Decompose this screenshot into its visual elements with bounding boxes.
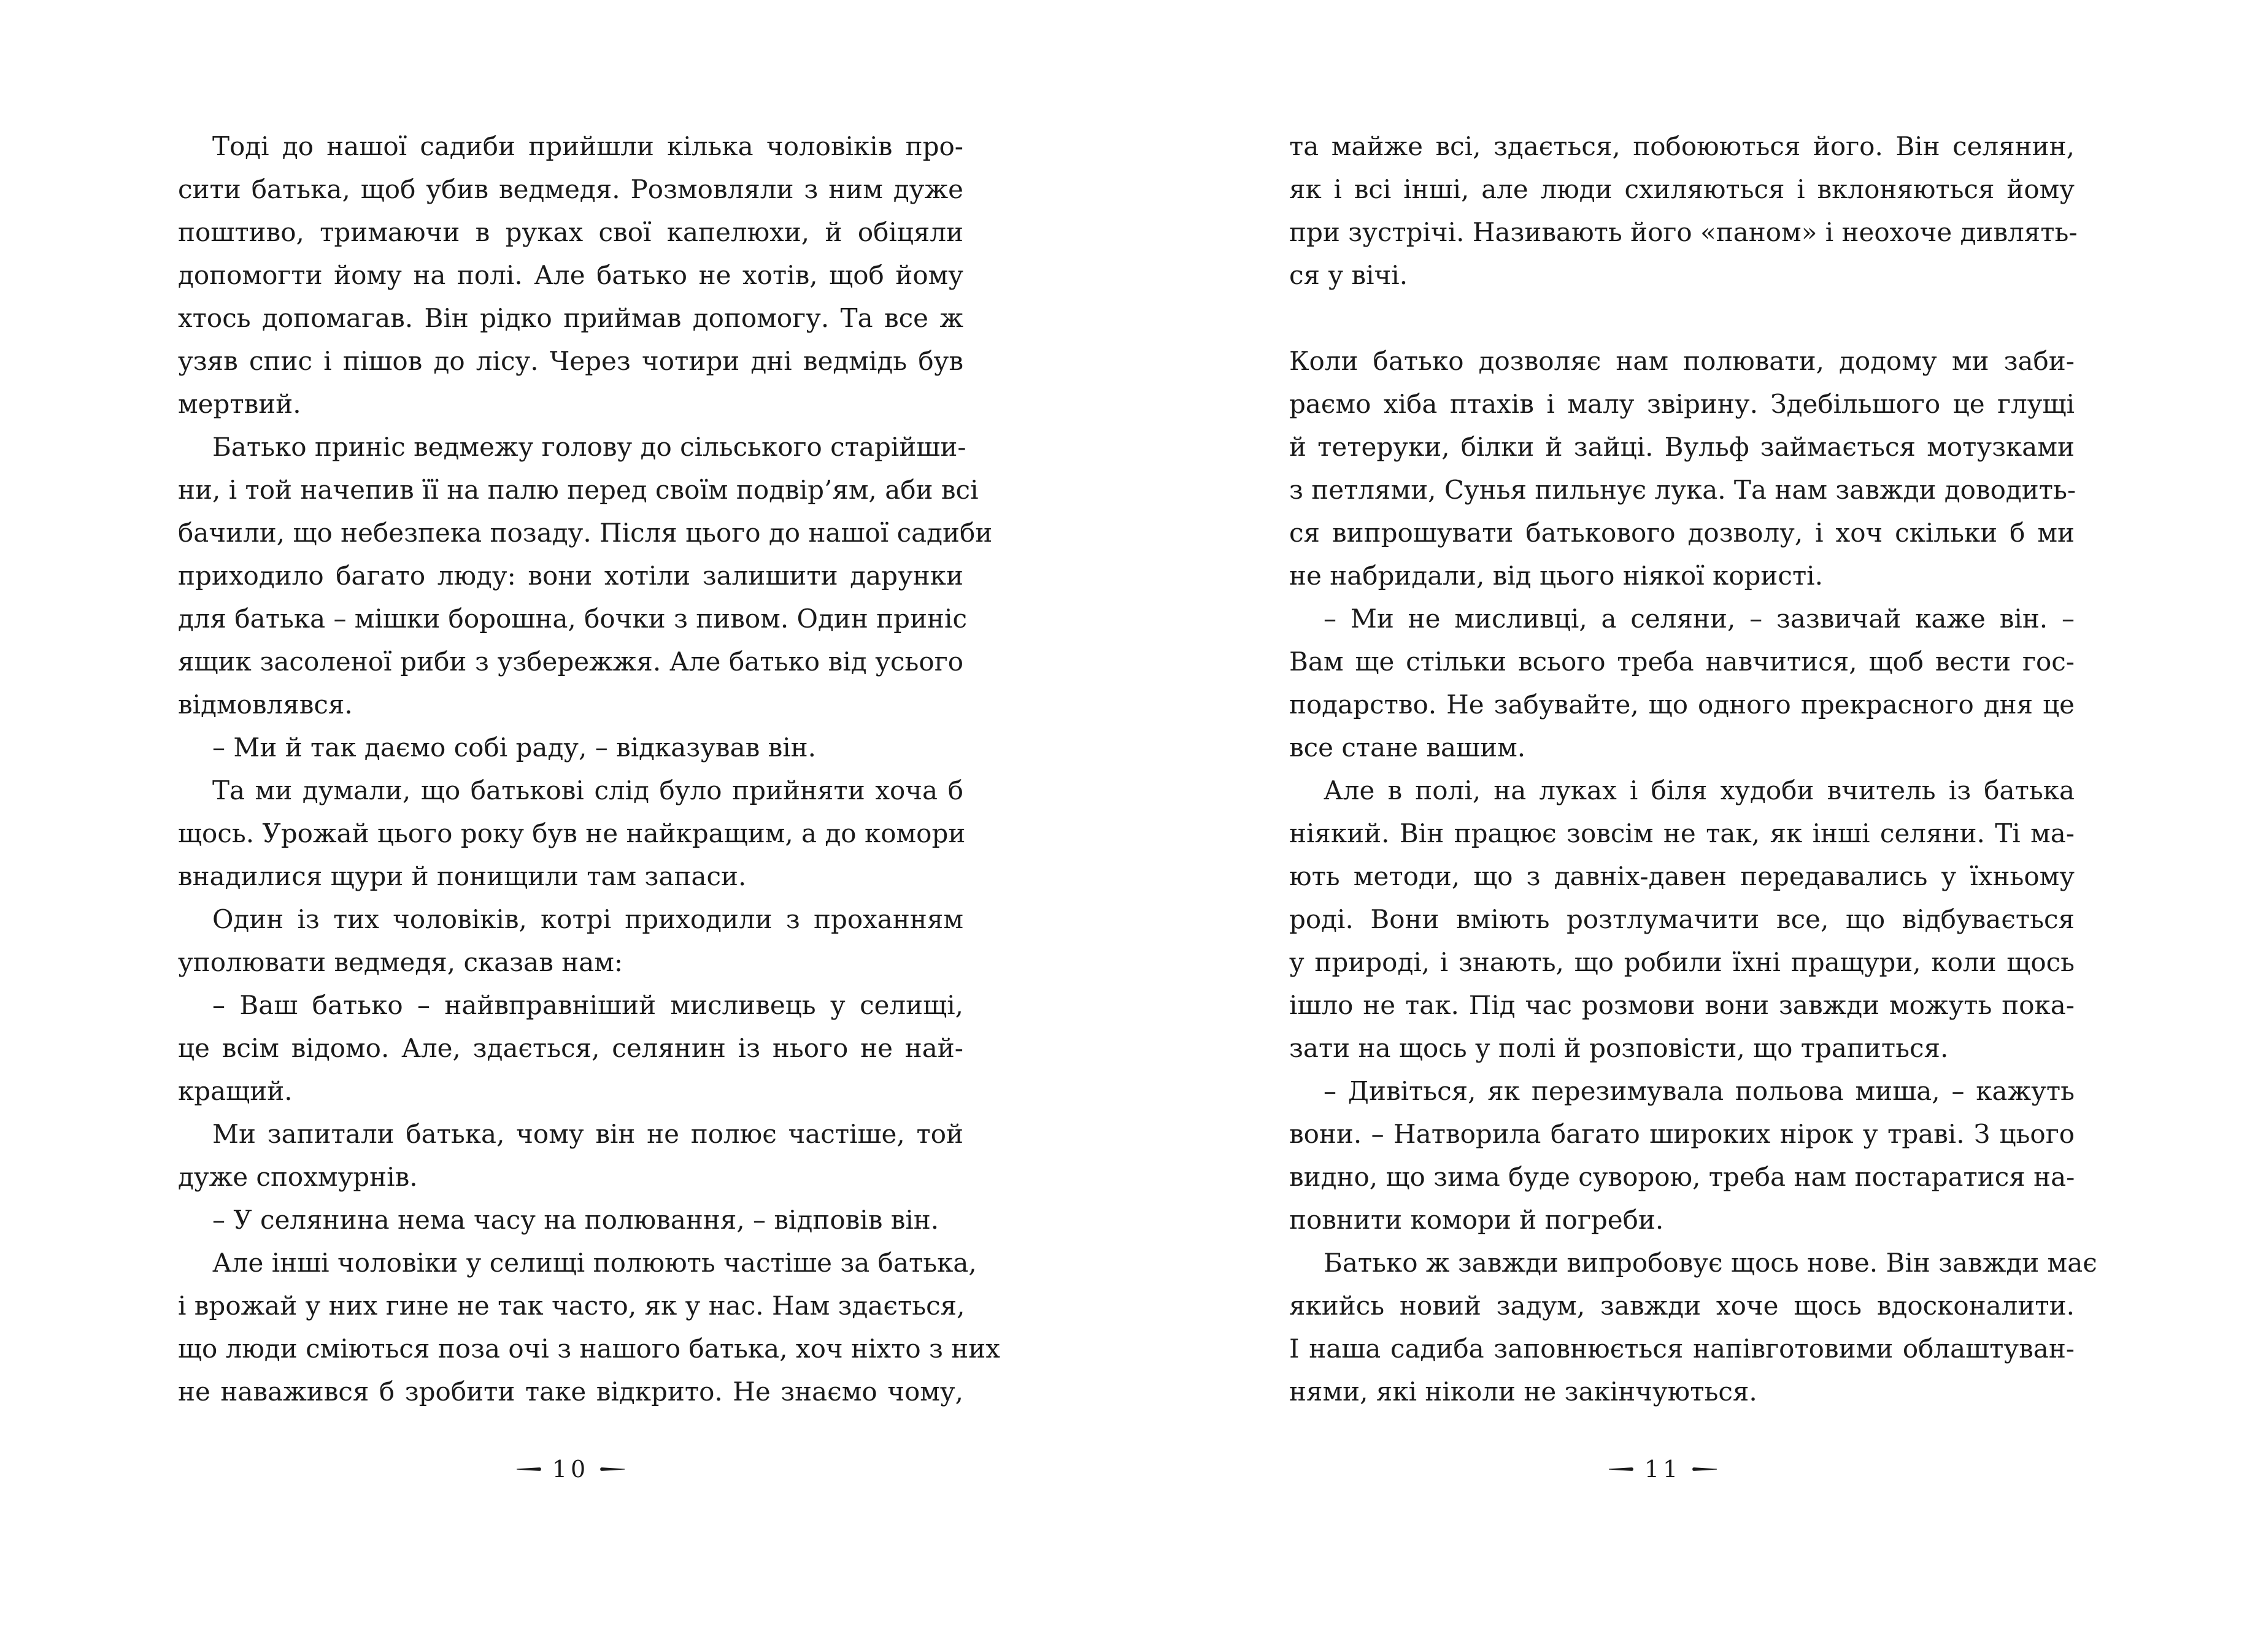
text-line: Тоді до нашої садиби прийшли кілька чоловіків про- <box>212 131 963 161</box>
text-line: це всім відомо. Але, здається, селянин із нього не най- <box>178 1033 963 1063</box>
text-line: Один із тих чоловіків, котрі приходили з проханням <box>212 904 963 934</box>
text-line: зати на щось у полі й розповісти, що трапиться. <box>1289 1033 1949 1063</box>
text-line: ішло не так. Під час розмови вони завжди можуть пока- <box>1289 990 2075 1020</box>
text-line: і врожай у них гине не так часто, як у нас. Нам здається, <box>178 1291 965 1321</box>
text-line: – Ваш батько – найвправніший мисливець у селищі, <box>212 990 963 1020</box>
page-number: 10 <box>552 1456 590 1483</box>
text-line: – Дивіться, як перезимувала польова миша, – кажуть <box>1324 1076 2075 1106</box>
folio-ornament <box>600 1467 625 1471</box>
text-line: та майже всі, здається, побоюються його. Він селянин, <box>1289 131 2075 161</box>
text-line: сити батька, щоб убив ведмедя. Розмовляли з ним дуже <box>178 174 963 204</box>
text-line: кращий. <box>178 1076 293 1106</box>
page-number-left <box>491 1448 650 1491</box>
text-line: ся у вічі. <box>1289 260 1408 290</box>
text-line: при зустрічі. Називають його «паном» і неохоче дивлять- <box>1289 217 2078 247</box>
text-line: поштиво, тримаючи в руках свої капелюхи, й обіцяли <box>178 217 963 247</box>
text-line: якийсь новий задум, завжди хоче щось вдосконалити. <box>1289 1291 2075 1321</box>
text-line: й тетеруки, білки й зайці. Вульф займається мотузками <box>1289 432 2075 462</box>
text-line: – У селянина нема часу на полювання, – відповів він. <box>212 1205 939 1235</box>
right-page <box>1124 0 2247 1652</box>
text-line: роді. Вони вміють розтлумачити все, що відбувається <box>1289 904 2075 934</box>
text-line: раємо хіба птахів і малу звірину. Здебільшого це глущі <box>1289 389 2075 419</box>
text-line: ящик засоленої риби з узбережжя. Але батько від усього <box>178 647 963 677</box>
folio-ornament <box>1692 1467 1717 1471</box>
folio-ornament <box>1609 1467 1633 1471</box>
text-line: як і всі інші, але люди схиляються і вклоняються йому <box>1289 174 2075 204</box>
text-line: для батька – мішки борошна, бочки з пивом. Один приніс <box>178 604 968 634</box>
text-line: повнити комори й погреби. <box>1289 1205 1664 1235</box>
page-number-right <box>1583 1448 1743 1491</box>
text-line: Батько приніс ведмежу голову до сільського старійши- <box>212 432 966 462</box>
text-line: допомогти йому на полі. Але батько не хотів, щоб йому <box>178 260 963 290</box>
text-line: ся випрошувати батькового дозволу, і хоч скільки б ми <box>1289 518 2075 548</box>
text-line: Коли батько дозволяє нам полювати, додому ми заби- <box>1289 346 2075 376</box>
text-line: ни, і той начепив її на палю перед своїм подвір’ям, аби всі <box>178 475 979 505</box>
text-line: – Ми не мисливці, а селяни, – зазвичай каже він. – <box>1324 604 2075 634</box>
text-line: видно, що зима буде суворою, треба нам постаратися на- <box>1289 1162 2075 1192</box>
left-page-text <box>178 125 1000 1413</box>
text-line: Та ми думали, що батькові слід було прийняти хоча б <box>212 775 963 805</box>
text-line: уполювати ведмедя, сказав нам: <box>178 947 623 977</box>
text-line: Батько ж завжди випробовує щось нове. Він завжди має <box>1324 1248 2097 1278</box>
text-line: не набридали, від цього ніякої користі. <box>1289 561 1823 591</box>
page-number: 11 <box>1644 1456 1682 1483</box>
text-line: ніякий. Він працює зовсім не так, як інші селяни. Ті ма- <box>1289 818 2075 848</box>
text-line: І наша садиба заповнюється напівготовими облаштуван- <box>1289 1334 2075 1364</box>
text-line: подарство. Не забувайте, що одного прекрасного дня це <box>1289 690 2075 720</box>
text-line: з петлями, Сунья пильнує лука. Та нам завжди доводить- <box>1289 475 2076 505</box>
right-page-text <box>1289 125 2097 1413</box>
text-line: внадилися щури й понищили там запаси. <box>178 861 747 891</box>
text-line: – Ми й так даємо собі раду, – відказував він. <box>212 732 817 763</box>
text-line: все стане вашим. <box>1289 732 1526 763</box>
text-line: щось. Урожай цього року був не найкращим, а до комори <box>178 818 966 848</box>
text-line: у природі, і знають, що робили їхні пращури, коли щось <box>1289 947 2075 977</box>
text-line: Ми запитали батька, чому він не полює частіше, той <box>212 1119 963 1149</box>
text-line: дуже спохмурнів. <box>178 1162 418 1192</box>
text-line: Але інші чоловіки у селищі полюють частіше за батька, <box>212 1248 977 1278</box>
text-line: відмовлявся. <box>178 690 353 720</box>
text-line: бачили, що небезпека позаду. Після цього до нашої садиби <box>178 518 993 548</box>
text-line: вони. – Натворила багато широких нірок у траві. З цього <box>1289 1119 2075 1149</box>
text-line: узяв спис і пішов до лісу. Через чотири дні ведмідь був <box>178 346 963 376</box>
text-line: приходило багато люду: вони хотіли залишити дарунки <box>178 561 963 591</box>
text-line: ють методи, що з давніх-давен передавались у їхньому <box>1289 861 2075 891</box>
text-line: Але в полі, на луках і біля худоби вчитель із батька <box>1324 775 2075 805</box>
text-line: Вам ще стільки всього треба навчитися, щоб вести гос- <box>1289 647 2075 677</box>
text-line: мертвий. <box>178 389 301 419</box>
text-line: не наважився б зробити таке відкрито. Не знаємо чому, <box>178 1377 963 1407</box>
folio-ornament <box>517 1467 541 1471</box>
text-line: хтось допомагав. Він рідко приймав допомогу. Та все ж <box>178 303 963 333</box>
section-break <box>1289 297 2075 340</box>
text-line: що люди сміються поза очі з нашого батька, хоч ніхто з них <box>178 1334 1000 1364</box>
text-line: нями, які ніколи не закінчуються. <box>1289 1377 1757 1407</box>
